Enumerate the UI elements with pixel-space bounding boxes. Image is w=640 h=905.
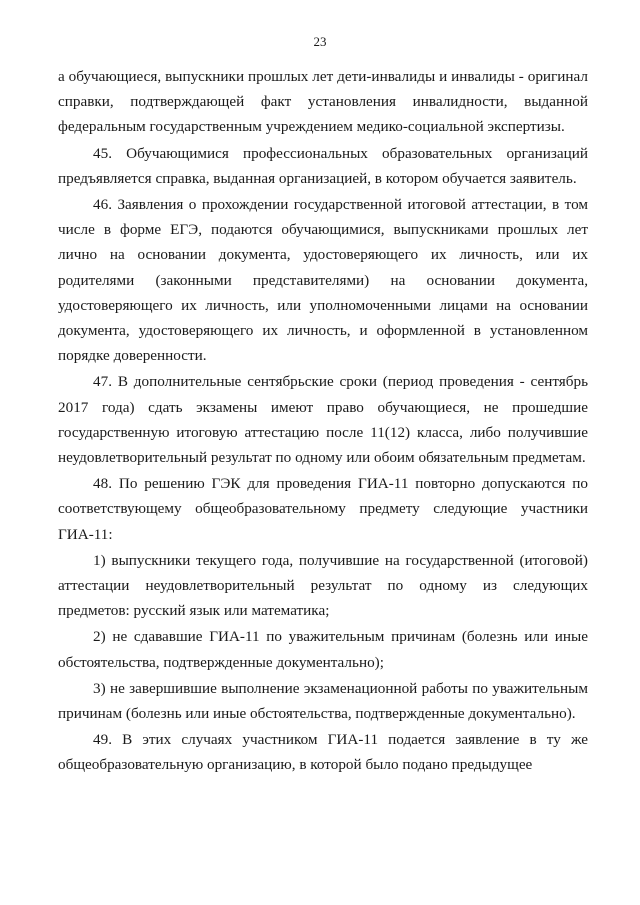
document-body <box>58 64 588 778</box>
paragraph-47: 47. В дополнительные сентябрьские сроки (период проведения - сентябрь 2017 года) сдать экзамены имеют право обучающиеся, не прошедшие государственную итоговую аттестацию после 11(12) класса, либо получившие неудовлетворительный результат по одному или обоим обязательным предметам. <box>58 373 588 467</box>
paragraph-continuation: а обучающиеся, выпускники прошлых лет дети-инвалиды и инвалиды - оригинал справки, подтверждающей факт установления инвалидности, выданной федеральным государственным учреждением медико-социальной экспертизы. <box>58 68 588 136</box>
paragraph-48: 48. По решению ГЭК для проведения ГИА-11 повторно допускаются по соответствующему общеобразовательному предмету следующие участники ГИА-11: <box>58 475 588 543</box>
list-item-3: 3) не завершившие выполнение экзаменационной работы по уважительным причинам (болезнь или иные обстоятельства, подтвержденные документально). <box>58 679 588 723</box>
paragraph-49: 49. В этих случаях участником ГИА-11 подается заявление в ту же общеобразовательную организацию, в которой было подано предыдущее <box>58 731 588 774</box>
list-item-2: 2) не сдававшие ГИА-11 по уважительным причинам (болезнь или иные обстоятельства, подтвержденные документально); <box>58 628 588 671</box>
list-item-1: 1) выпускники текущего года, получившие на государственной (итоговой) аттестации неудовлетворительный результат по одному из следующих предметов: русский язык или математика; <box>58 551 588 620</box>
page-number: 23 <box>313 34 327 49</box>
paragraph-46: 46. Заявления о прохождении государственной итоговой аттестации, в том числе в форме ЕГЭ, подаются обучающимися, выпускниками прошлых лет лично на основании документа, удостоверяющего их личность, или их родителями (законными представителями) на основании документа, удостоверяющего их личность, или уполномоченными лицами на основании документа, удостоверяющего их личность, и оформленной в установленном порядке доверенности. <box>58 196 588 365</box>
paragraph-45: 45. Обучающимися профессиональных образовательных организаций предъявляется справка, выданная организацией, в котором обучается заявитель. <box>58 144 588 187</box>
